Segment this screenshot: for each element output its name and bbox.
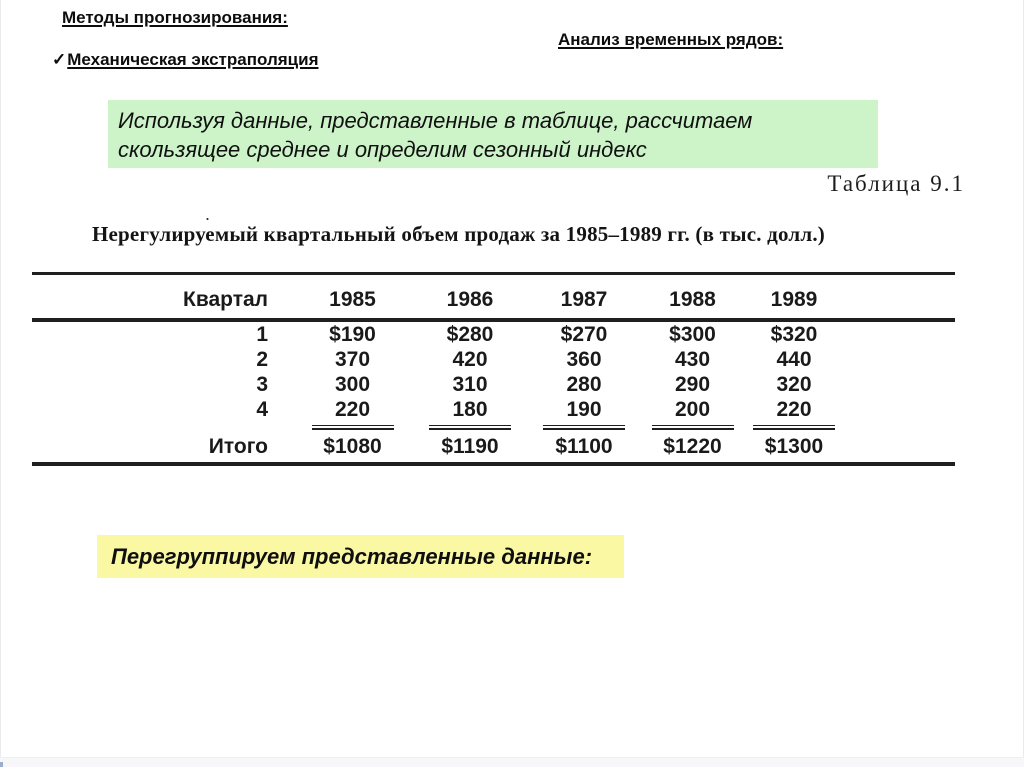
table-cell: 300	[334, 372, 371, 396]
subtotal-rule	[652, 425, 734, 430]
table-cell: 320	[776, 372, 812, 396]
table-row	[32, 372, 955, 397]
table-cell: 220	[334, 397, 371, 421]
table-cell: 200	[674, 397, 711, 421]
total-cell: $1100	[555, 435, 613, 458]
table-cell: $280	[446, 322, 494, 346]
table-title: Нерегулируемый квартальный объем продаж за 1985–1989 гг. (в тыс. долл.)	[92, 222, 825, 246]
table-header-1988: 1988	[641, 274, 744, 321]
green-callout-line-1: Используя данные, представленные в таблице, рассчитаем	[118, 108, 753, 133]
table-cell: $270	[560, 322, 608, 346]
bottom-strip	[0, 757, 1024, 767]
table-row	[32, 397, 955, 422]
total-label: Итого	[208, 435, 268, 458]
table-cell: 180	[452, 397, 488, 421]
table-row	[32, 347, 955, 372]
method-item-label: Механическая экстраполяция	[67, 50, 319, 69]
checkmark-icon: ✓	[52, 50, 67, 69]
table-cell: 4	[256, 397, 268, 421]
table-cell: 370	[334, 347, 371, 371]
analysis-heading: Анализ временных рядов:	[558, 30, 784, 49]
table-header-row	[32, 274, 955, 321]
table-cell: $190	[329, 322, 376, 346]
method-item-mechanical-extrapolation	[52, 50, 319, 70]
table-cell: 280	[566, 372, 602, 396]
total-cell: $1080	[323, 435, 382, 458]
table-header-1987: 1987	[527, 274, 641, 321]
total-cell: $1220	[663, 435, 722, 458]
table-cell: 440	[776, 347, 812, 371]
subtotal-rule	[429, 425, 511, 430]
table-header-filler	[844, 274, 955, 321]
table-cell: 2	[256, 347, 268, 371]
subtotal-rule	[753, 425, 835, 430]
table-header-1986: 1986	[413, 274, 527, 321]
corner-mark	[0, 762, 3, 767]
table-cell: 310	[452, 372, 488, 396]
table-caption: Таблица 9.1	[827, 171, 965, 196]
total-cell: $1300	[764, 435, 824, 458]
green-callout	[108, 100, 878, 168]
table-header-quarter: Квартал	[32, 274, 292, 321]
table-header-1985: 1985	[292, 274, 413, 321]
table-cell: 3	[256, 372, 268, 396]
table-header-1989: 1989	[744, 274, 844, 321]
total-cell: $1190	[441, 435, 499, 458]
yellow-callout: Перегруппируем представленные данные:	[97, 535, 624, 578]
table-cell: $320	[770, 322, 818, 346]
total-row	[32, 432, 955, 464]
table-cell: 220	[776, 397, 812, 421]
table-cell: 290	[674, 372, 711, 396]
subtotal-rule-row	[32, 422, 955, 432]
subtotal-rule	[543, 425, 625, 430]
table-cell: 430	[674, 347, 711, 371]
table-cell: 1	[256, 322, 268, 346]
sales-table	[32, 272, 955, 466]
table-row	[32, 320, 955, 347]
table-cell: 420	[452, 347, 488, 371]
green-callout-line-2: скользящее среднее и определим сезонный индекс	[118, 137, 647, 162]
scan-artifact-dot: .	[205, 204, 211, 224]
methods-heading: Методы прогнозирования:	[62, 8, 288, 27]
table-cell: $300	[669, 322, 716, 346]
subtotal-rule	[312, 425, 394, 430]
table-cell: 190	[566, 397, 602, 421]
table-cell: 360	[566, 347, 602, 371]
